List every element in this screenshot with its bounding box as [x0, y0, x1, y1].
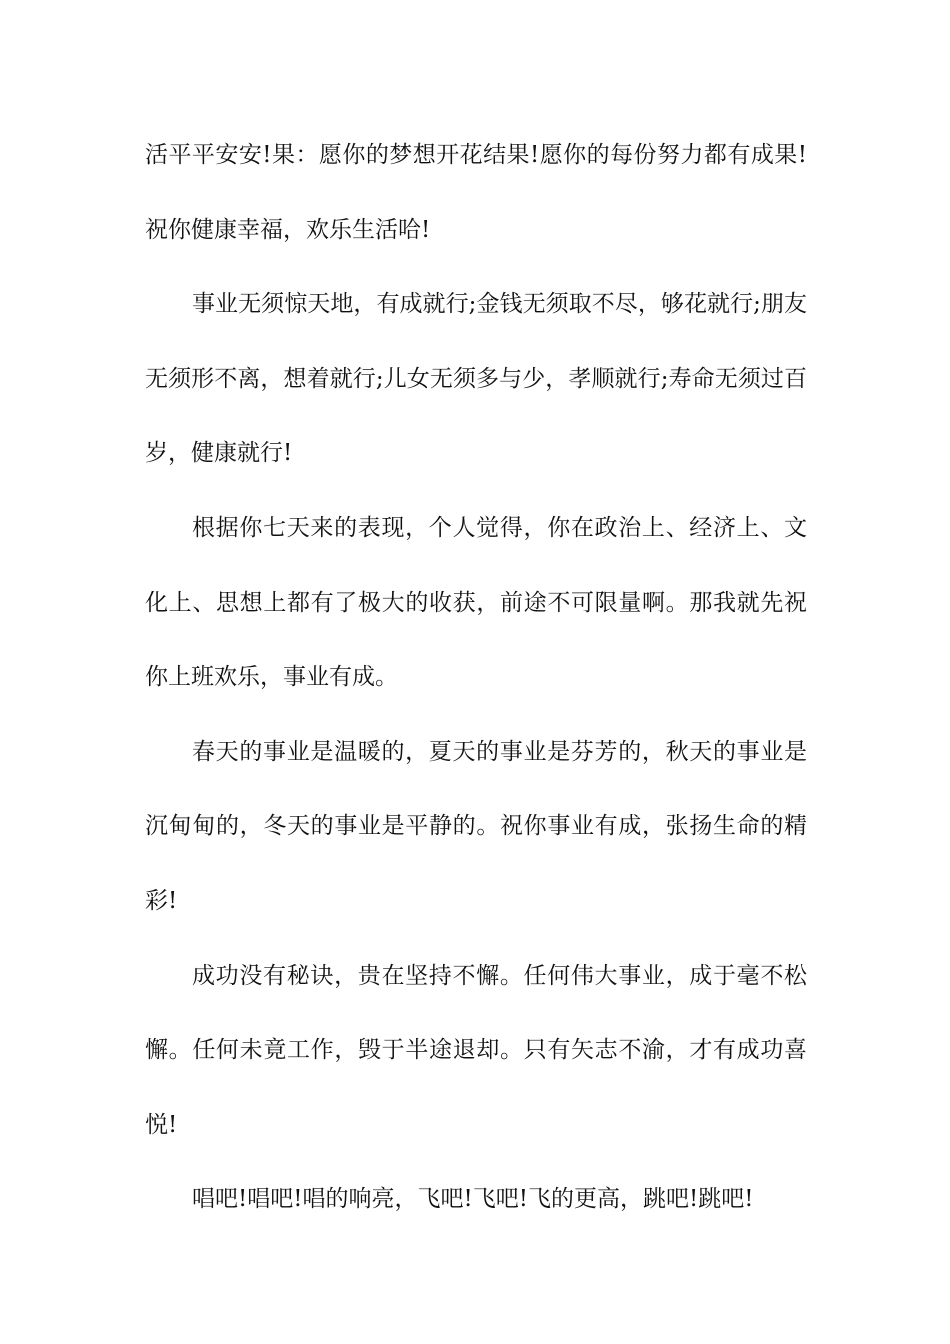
paragraph-5: 成功没有秘诀，贵在坚持不懈。任何伟大事业，成于毫不松懈。任何未竟工作，毁于半途退却。只有矢志不渝，才有成功喜悦!: [145, 962, 807, 1138]
paragraph-1: 活平平安安!果：愿你的梦想开花结果!愿你的每份努力都有成果!祝你健康幸福，欢乐生活哈!: [145, 142, 807, 243]
paragraph-3: 根据你七天来的表现，个人觉得，你在政治上、经济上、文化上、思想上都有了极大的收获，前途不可限量啊。那我就先祝你上班欢乐，事业有成。: [145, 514, 807, 691]
document-body: [145, 118, 807, 1237]
paragraph-6: 唱吧!唱吧!唱的响亮，飞吧!飞吧!飞的更高，跳吧!跳吧!: [192, 1186, 754, 1213]
paragraph-4: 春天的事业是温暖的，夏天的事业是芬芳的，秋天的事业是沉甸甸的，冬天的事业是平静的。祝你事业有成，张扬生命的精彩!: [145, 738, 807, 914]
paragraph-2: 事业无须惊天地，有成就行;金钱无须取不尽，够花就行;朋友无须形不离，想着就行;儿女无须多与少，孝顺就行;寿命无须过百岁，健康就行!: [145, 291, 807, 467]
